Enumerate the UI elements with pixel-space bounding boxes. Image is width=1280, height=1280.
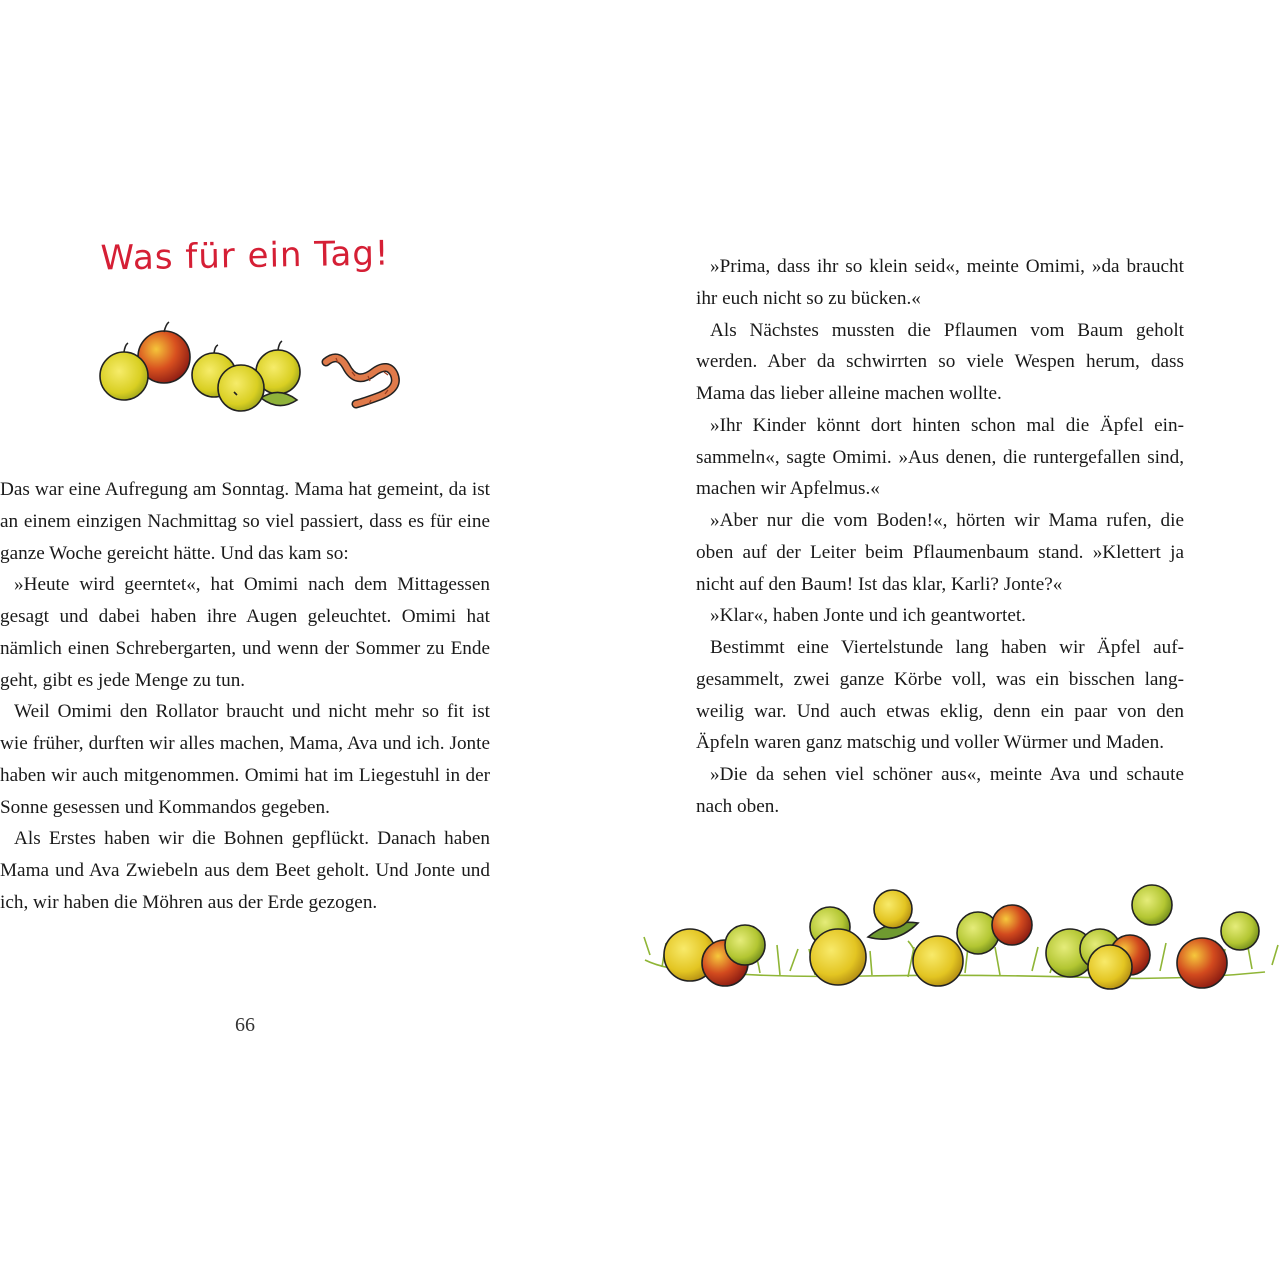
chapter-title: Was für ein Tag! xyxy=(100,233,390,279)
paragraph: Als Erstes haben wir die Bohnen gepflückt. Danach haben Mama und Ava Zwiebeln aus dem Beet geholt. Und Jonte und ich, wir haben die Möhren aus der Erde gezogen. xyxy=(0,828,490,913)
apple-icon xyxy=(1221,912,1259,950)
right-body-text xyxy=(696,251,1184,823)
paragraph: »Aber nur die vom Boden!«, hörten wir Mama rufen, die oben auf der Leiter beim Pflaumenbaum stand. »Klettert ja nicht auf den Baum! Ist das klar, Karli? Jonte?« xyxy=(696,510,1184,595)
paragraph: »Ihr Kinder könnt dort hinten schon mal die Äpfel einsammeln«, sagte Omimi. »Aus denen, die runtergefallen sind, machen wir Apfelmus.« xyxy=(696,414,1184,500)
apples-and-worm-illustration xyxy=(96,320,406,420)
paragraph: »Klar«, haben Jonte und ich geantwortet. xyxy=(710,605,1026,627)
paragraph: Als Nächstes mussten die Pflaumen vom Baum geholt werden. Aber da schwirrten so viele Wespen herum, dass Mama das lieber alleine machen wollte. xyxy=(696,319,1184,404)
paragraph: Weil Omimi den Rollator braucht und nicht mehr so fit ist wie früher, durften wir alles machen, Mama, Ava und ich. Jonte haben wir auch mitgenommen. Omimi hat im Liegestuhl in der Sonne gesessen und Kommandos gegeben. xyxy=(0,701,490,818)
apple-icon xyxy=(874,890,912,928)
paragraph: Bestimmt eine Viertelstunde lang haben wir Äpfel aufgesammelt, zwei ganze Körbe voll, was ein bisschen langweilig war. Und auch etwas eklig, denn ein paar von den Äpfeln waren ganz matschig und voller Würmer und Maden. xyxy=(696,637,1184,754)
apple-icon xyxy=(1132,885,1172,925)
worm-icon xyxy=(326,358,395,404)
paragraph: »Prima, dass ihr so klein seid«, meinte Omimi, »da braucht ihr euch nicht so zu bücken.« xyxy=(696,256,1184,309)
page-number: 66 xyxy=(235,1014,255,1036)
right-page xyxy=(640,0,1280,1280)
apple-icon xyxy=(913,936,963,986)
left-body-text xyxy=(0,474,490,919)
apple-icon xyxy=(725,925,765,965)
apple-icon xyxy=(1177,938,1227,988)
apple-icon xyxy=(218,365,264,411)
paragraph: »Heute wird geerntet«, hat Omimi nach dem Mittagessen gesagt und dabei haben ihre Augen geleuchtet. Omimi hat nämlich einen Schrebergarten, und wenn der Sommer zu Ende geht, gibt es jede Menge zu tun. xyxy=(0,574,490,691)
leaf-icon xyxy=(261,392,297,405)
apple-icon xyxy=(810,929,866,985)
paragraph: »Die da sehen viel schöner aus«, meinte Ava und schaute nach oben. xyxy=(696,764,1184,817)
paragraph: Das war eine Aufregung am Sonntag. Mama hat gemeint, da ist an einem einzigen Nachmittag so viel passiert, dass es für eine ganze Woche gereicht hätte. Und das kam so: xyxy=(0,479,490,564)
apple-icon xyxy=(1088,945,1132,989)
apples-in-grass-illustration xyxy=(640,875,1280,1005)
apple-icon xyxy=(992,905,1032,945)
